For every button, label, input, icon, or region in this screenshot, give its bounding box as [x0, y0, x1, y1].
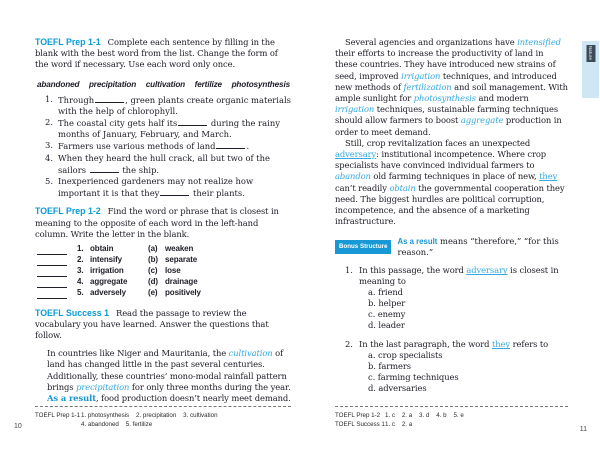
word-bank-word: cultivation	[145, 79, 186, 89]
unit-tab-label: Nature	[588, 46, 593, 61]
prep-1-1-section	[35, 37, 291, 71]
answer-key-label: TOEFL Prep 1-1	[35, 412, 81, 419]
answer-key-label: TOEFL Success 1	[335, 420, 385, 428]
answer-option: c. enemy	[368, 309, 406, 320]
answer-blank	[37, 279, 67, 288]
page-number-left: 10	[14, 423, 22, 430]
answer-key-row	[335, 421, 568, 430]
bonus-structure-badge: Bonus Structure	[335, 240, 391, 254]
match-number: 3.	[77, 265, 84, 275]
match-row	[37, 244, 291, 255]
prep-1-1-instructions: Complete each sentence by filling in the blank with the best word from the list. Change the form of the word if necessary. Use each word only once.	[35, 37, 278, 70]
answer-key-values: 1. c 2. a 3. d 4. b 5. e	[385, 412, 464, 419]
prep-1-2-instructions: Find the word or phrase that is closest in meaning to the opposite of each word in the left-hand column. Write the letter in the blank.	[35, 206, 279, 239]
answer-blank	[37, 257, 67, 266]
answer-key-row	[35, 421, 291, 430]
item-text: When they heard the hull crack, all but two of the sailors the ship.	[58, 152, 271, 175]
match-definition: separate	[165, 254, 198, 264]
page-number-right: 11	[579, 426, 587, 433]
question-number: 2.	[345, 339, 353, 350]
question-number: 1.	[345, 265, 353, 276]
success-1-section	[35, 308, 291, 342]
match-word: aggregate	[90, 276, 128, 286]
answer-key-row	[35, 412, 291, 421]
item-text: The coastal city gets half its during the rainy months of January, February, and March.	[58, 118, 280, 140]
answer-key-values: 1. c 2. a	[385, 420, 413, 428]
word-bank-word: abandoned	[37, 79, 80, 89]
answer-option: b. farmers	[368, 361, 411, 372]
answer-key-label: TOEFL Prep 1-2	[335, 412, 381, 419]
item-text: Through , green plants create organic materials with the help of chlorophyll.	[58, 94, 291, 116]
match-row	[37, 288, 291, 299]
review-passage: In countries like Niger and Mauritania, the cultivation of land has changed little in the past several centuries. Additionally, these countries’ mono-modal rainfall pattern brings precipitation for only three months during the year. As a result, food production doesn’t nearly meet demand.	[47, 348, 291, 403]
match-number: 5.	[77, 287, 84, 297]
answer-option: c. farming techniques	[368, 372, 459, 383]
answer-key-label-spacer	[35, 421, 81, 430]
answer-key-values: 4. abandoned 5. fertilize	[81, 420, 153, 428]
item-number: 5.	[45, 176, 53, 187]
answer-key-row	[335, 412, 568, 421]
match-word: obtain	[90, 244, 114, 254]
match-letter: (d)	[148, 276, 158, 286]
match-number: 1.	[77, 244, 84, 254]
match-definition: drainage	[165, 276, 198, 286]
match-letter: (c)	[148, 265, 158, 275]
fill-in-list	[45, 94, 291, 200]
right-page	[335, 37, 568, 428]
word-bank-word: photosynthesis	[231, 79, 290, 89]
match-row	[37, 277, 291, 288]
match-letter: (b)	[148, 254, 158, 264]
item-number: 1.	[45, 93, 53, 104]
word-bank-word: fertilize	[194, 79, 222, 89]
item-number: 2.	[45, 117, 53, 128]
item-text: Inexperienced gardeners may not realize how important it is that they their plants.	[58, 176, 254, 199]
question-body	[359, 339, 568, 394]
answer-key-values: 1. photosynthesis 2. precipitation 3. cultivation	[81, 412, 218, 419]
item-number: 4.	[45, 152, 53, 163]
prep-1-2-section	[35, 206, 291, 240]
right-page-footer	[335, 406, 568, 429]
question-2	[345, 339, 568, 394]
prep-1-2-label: TOEFL Prep 1-2	[35, 206, 101, 217]
answer-option: d. adversaries	[368, 383, 427, 394]
answer-blank	[37, 290, 67, 299]
footer-divider	[335, 406, 568, 407]
word-bank-word: precipitation	[88, 79, 137, 89]
match-letter: (a)	[148, 244, 158, 254]
unit-tab-badge	[586, 45, 595, 62]
match-definition: positively	[165, 287, 201, 297]
answer-option: b. helper	[368, 298, 406, 309]
fill-item	[45, 176, 291, 199]
fill-item	[45, 94, 291, 117]
word-bank	[37, 80, 290, 89]
fill-item	[45, 117, 291, 140]
footer-divider	[35, 406, 291, 407]
passage-paragraph-2: Still, crop revitalization faces an unexpected adversary: institutional incompetence. Where crop specialists have convinced individual farmers to abandon old farming techniques in place of new, they can’t readily obtain the governmental cooperation they need. The biggest hurdles are political corruption, incompetence, and the absence of a marketing infrastructure.	[335, 137, 565, 227]
answer-blank	[37, 246, 67, 255]
matching-list	[37, 244, 291, 299]
bonus-structure-note	[335, 236, 568, 257]
fill-item	[45, 153, 291, 176]
match-letter: (e)	[148, 287, 158, 297]
match-word: adversely	[90, 287, 127, 297]
left-page-footer	[35, 406, 291, 429]
success-1-label: TOEFL Success 1	[35, 307, 109, 318]
match-row	[37, 255, 291, 266]
prep-1-1-label: TOEFL Prep 1-1	[35, 37, 101, 47]
unit-edge-tab	[582, 41, 599, 98]
question-body	[359, 265, 568, 331]
item-text: Farmers use various methods of land .	[58, 141, 250, 152]
fill-item	[45, 140, 291, 152]
match-definition: weaken	[165, 244, 194, 254]
answer-option: a. crop specialists	[368, 350, 443, 361]
passage-paragraph-1: Several agencies and organizations have intensified their efforts to increase the productivity of land in these countries. They have introduced new strains of seed, improved irrigation techniques, and introduced new methods of fertilization and soil management. With ample sunlight for photosynthesis and modern irrigation techniques, sustainable farming techniques should allow farmers to boost aggregate production in order to meet demand.	[335, 37, 568, 137]
match-word: irrigation	[90, 265, 124, 275]
match-row	[37, 266, 291, 277]
match-number: 4.	[77, 276, 84, 286]
bonus-structure-text: As a result means “therefore,” “for this reason.”	[397, 236, 559, 258]
match-word: intensify	[90, 254, 122, 264]
question-stem: In the last paragraph, the word they refers to	[359, 339, 549, 350]
item-number: 3.	[45, 140, 53, 151]
match-number: 2.	[77, 254, 84, 264]
answer-blank	[37, 268, 67, 277]
question-1	[345, 265, 568, 331]
success-1-instructions: Read the passage to review the vocabulary you have learned. Answer the questions that follow.	[35, 307, 269, 340]
left-page	[35, 37, 291, 428]
answer-option: d. leader	[368, 320, 405, 331]
question-stem: In this passage, the word adversary is closest in meaning to	[359, 265, 559, 287]
match-definition: lose	[165, 265, 181, 275]
answer-option: a. friend	[368, 287, 403, 298]
